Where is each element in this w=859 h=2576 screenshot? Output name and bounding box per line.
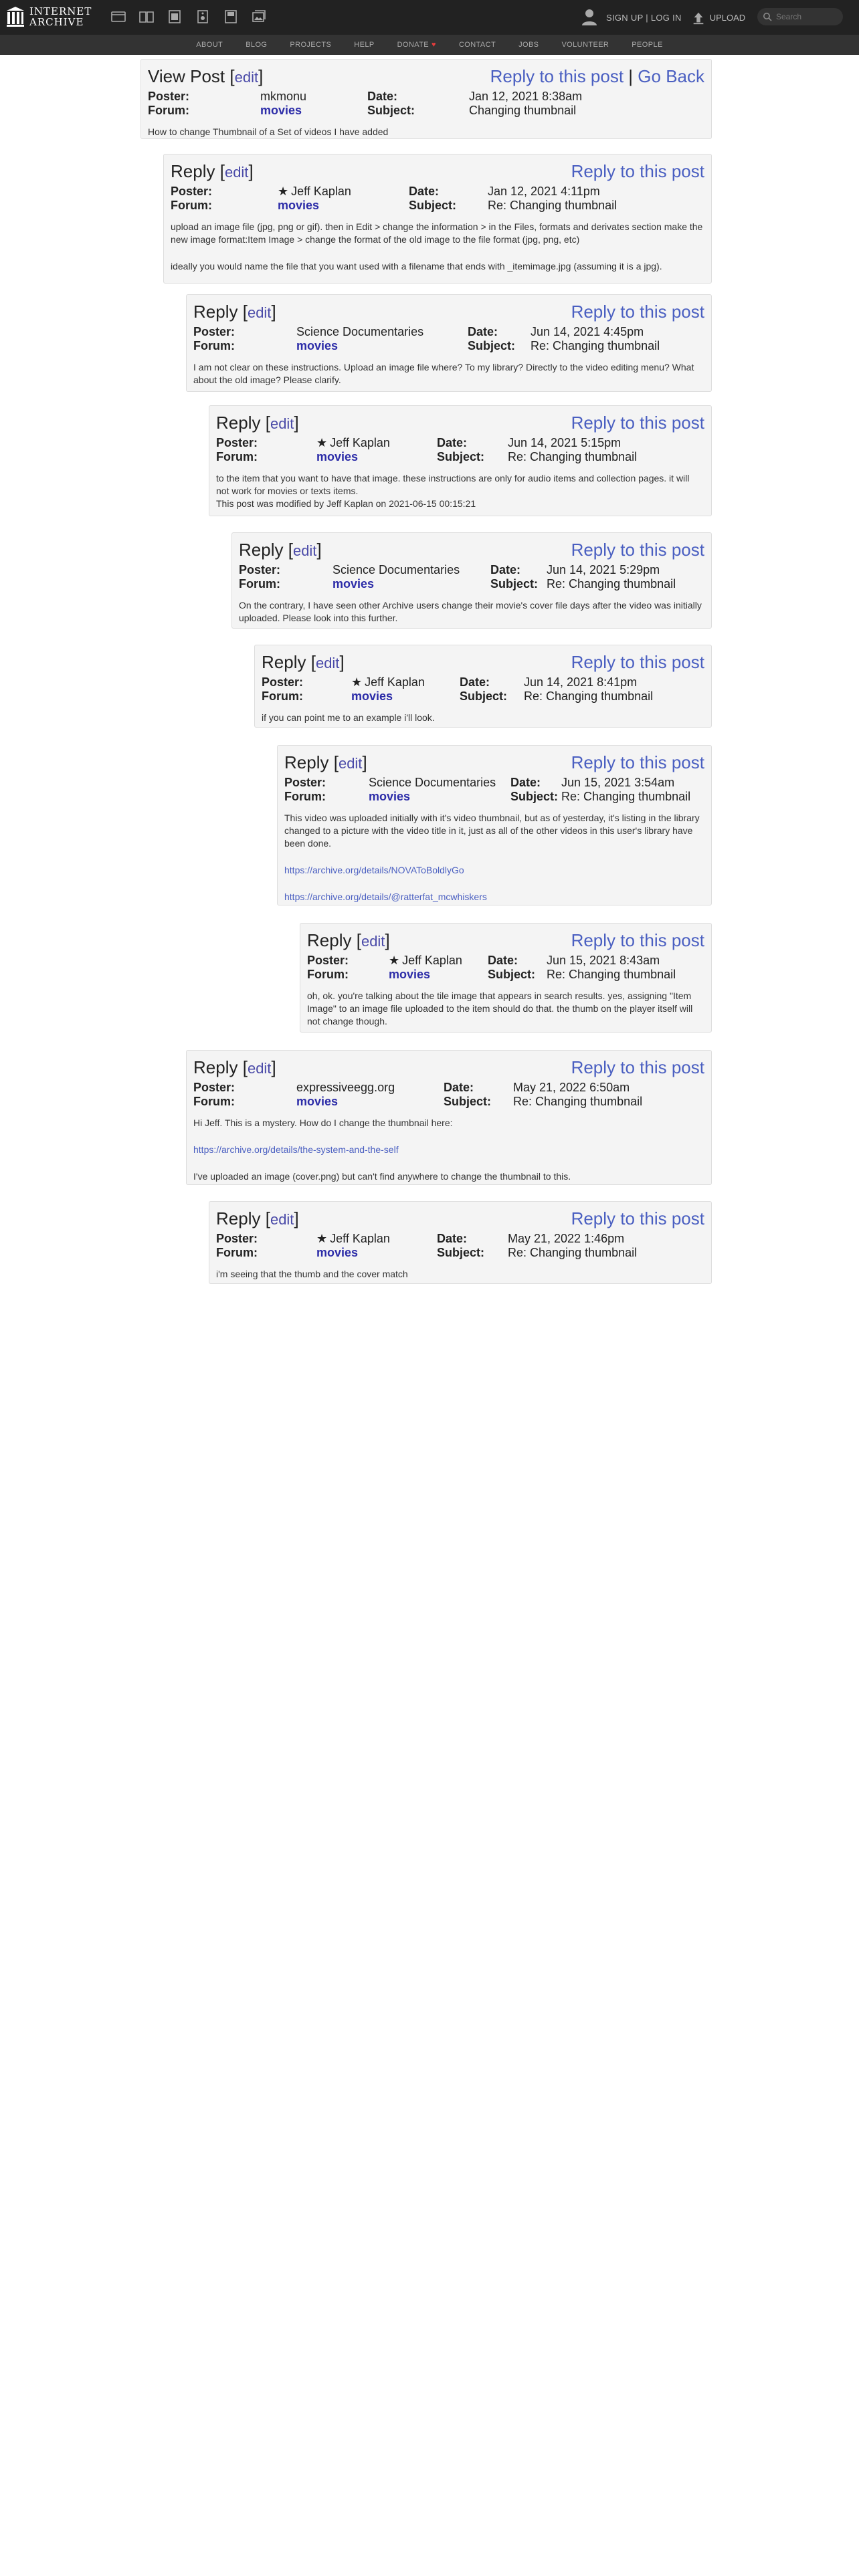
edit-link[interactable]: edit	[315, 655, 340, 671]
reply-heading: Reply	[193, 1057, 238, 1077]
archive-link[interactable]: https://archive.org/details/the-system-and-the-self	[193, 1144, 399, 1155]
post-subject: Re: Changing thumbnail	[531, 339, 660, 352]
post-subject: Re: Changing thumbnail	[547, 577, 676, 591]
post-date: Jun 14, 2021 4:45pm	[531, 325, 644, 338]
upload-icon	[691, 11, 706, 25]
date-label: Date:	[409, 185, 440, 198]
internet-archive-logo[interactable]	[7, 6, 92, 27]
edit-link[interactable]: edit	[292, 542, 317, 559]
poster-label: Poster:	[216, 436, 258, 449]
edit-link[interactable]: edit	[338, 755, 363, 772]
reply-to-post-link[interactable]: Reply to this post	[571, 1057, 704, 1077]
post-body	[307, 990, 704, 1028]
subject-label: Subject:	[437, 450, 485, 463]
nav-donate-label: DONATE	[397, 41, 429, 49]
post-body	[216, 472, 704, 510]
heart-icon: ♥	[432, 41, 436, 49]
web-icon[interactable]	[110, 8, 127, 25]
post-subject: Re: Changing thumbnail	[513, 1095, 643, 1108]
star-icon: ★	[316, 436, 328, 449]
poster-label: Poster:	[262, 675, 304, 689]
nav-help[interactable]: HELP	[354, 41, 375, 49]
go-back-link[interactable]: Go Back	[638, 66, 704, 86]
post-paragraph: How to change Thumbnail of a Set of videos I have added	[148, 126, 389, 137]
nav-projects[interactable]: PROJECTS	[290, 41, 332, 49]
date-label: Date:	[468, 325, 498, 338]
secondary-nav	[0, 35, 859, 55]
post-date: Jun 14, 2021 5:29pm	[547, 563, 660, 576]
edit-link[interactable]: edit	[270, 415, 294, 432]
forum-label: Forum:	[239, 577, 280, 591]
post-subject: Re: Changing thumbnail	[508, 1246, 638, 1259]
reply-heading: Reply	[216, 413, 261, 433]
forum-label: Forum:	[193, 339, 235, 352]
nav-jobs[interactable]: JOBS	[518, 41, 539, 49]
forum-label: Forum:	[284, 790, 326, 803]
post-body	[284, 812, 704, 903]
forum-reply: Reply [edit] Reply to this post Poster: ★ Jeff Kaplan Date: Jun 14, 2021 8:41pm Forum: movies Subject: Re: Changing thumbnail if you can point me to an example i'll look.	[254, 645, 712, 728]
poster-label: Poster:	[284, 776, 326, 789]
reply-heading: Reply	[262, 652, 306, 672]
reply-to-post-link[interactable]: Reply to this post	[490, 66, 624, 86]
post-date: Jun 15, 2021 8:43am	[547, 954, 660, 967]
subject-label: Subject:	[437, 1246, 485, 1259]
nav-contact[interactable]: CONTACT	[458, 41, 496, 49]
post-paragraph: oh, ok. you're talking about the tile image that appears in search results. yes, assigning "Item Image" to an image file uploaded to the item should do that. the thumb on the player itself will not change though.	[307, 990, 693, 1027]
post-date: Jun 14, 2021 8:41pm	[524, 675, 638, 689]
post-body	[239, 599, 704, 625]
forum-link[interactable]: movies	[389, 968, 431, 981]
forum-reply: Reply [edit] Reply to this post Poster: Science Documentaries Date: Jun 14, 2021 5:29pm Forum: movies Subject: Re: Changing thumbnail On the contrary, I have seen other Archive users change their movie's cover file days after the video was initially uploaded. Please look into this further.	[231, 532, 712, 629]
reply-heading: Reply	[307, 930, 352, 950]
nav-blog[interactable]: BLOG	[246, 41, 268, 49]
forum-reply: Reply [edit] Reply to this post Poster: Science Documentaries Date: Jun 15, 2021 3:54am Forum: movies Subject: Re: Changing thumbnail This video was uploaded initially with it's video thumbnail, but as of yesterday, it's listing in the library changed to a picture with the video title in it, just as all of the other videos in this user's library have been done. https://archive.org/details/NOVAToBoldlyGo https://archive.org/details/@ratterfat_mcwhiskers	[277, 745, 712, 905]
post-date: Jun 14, 2021 5:15pm	[508, 436, 622, 449]
post-body	[148, 126, 704, 138]
logo-line-1: INTERNET	[29, 5, 92, 17]
forum-link[interactable]: movies	[296, 339, 339, 352]
archive-building-icon	[7, 7, 24, 27]
search-box[interactable]	[757, 8, 843, 25]
forum-label: Forum:	[148, 104, 189, 117]
poster-name[interactable]: Science Documentaries	[332, 563, 460, 576]
forum-link[interactable]: movies	[332, 577, 375, 591]
images-icon[interactable]	[250, 8, 268, 25]
software-icon[interactable]	[222, 8, 240, 25]
poster-label: Poster:	[307, 954, 349, 967]
reply-to-post-link[interactable]: Reply to this post	[571, 540, 704, 560]
post-paragraph: if you can point me to an example i'll look.	[262, 712, 435, 723]
post-modified-note: This post was modified by Jeff Kaplan on 2021-06-15 00:15:21	[216, 498, 476, 509]
reply-heading: Reply	[193, 302, 238, 322]
post-paragraph: Hi Jeff. This is a mystery. How do I change the thumbnail here:	[193, 1117, 453, 1128]
user-area	[579, 7, 745, 29]
date-label: Date:	[437, 1232, 468, 1245]
date-label: Date:	[367, 90, 398, 103]
edit-link[interactable]: edit	[247, 304, 272, 321]
signin-link[interactable]: SIGN UP | LOG IN	[606, 13, 682, 23]
post-subject: Re: Changing thumbnail	[524, 689, 654, 703]
forum-reply: Reply [edit] Reply to this post Poster: ★ Jeff Kaplan Date: Jun 15, 2021 8:43am Forum: movies Subject: Re: Changing thumbnail oh, ok. you're talking about the tile image that appears in search results. yes, assigning "Item Image" to an image file uploaded to the item should do that. the thumb on the player itself will not change though.	[300, 923, 712, 1033]
post-subject: Re: Changing thumbnail	[508, 450, 638, 463]
forum-link[interactable]: movies	[369, 790, 411, 803]
texts-icon[interactable]	[138, 8, 155, 25]
nav-about[interactable]: ABOUT	[196, 41, 223, 49]
star-icon: ★	[316, 1232, 328, 1245]
forum-link[interactable]: movies	[296, 1095, 339, 1108]
forum-link[interactable]: movies	[260, 104, 302, 117]
forum-link[interactable]: movies	[316, 1246, 359, 1259]
user-icon[interactable]	[579, 7, 599, 29]
post-subject: Changing thumbnail	[469, 104, 577, 117]
video-icon[interactable]	[166, 8, 183, 25]
post-date: Jun 15, 2021 3:54am	[561, 776, 675, 789]
search-input[interactable]	[776, 12, 840, 21]
reply-to-post-link[interactable]: Reply to this post	[571, 1208, 704, 1228]
logo-line-2: ARCHIVE	[29, 16, 84, 28]
top-navbar	[0, 0, 859, 35]
edit-link[interactable]: edit	[247, 1060, 272, 1077]
forum-label: Forum:	[216, 450, 258, 463]
date-label: Date:	[488, 954, 518, 967]
subject-label: Subject:	[460, 689, 508, 703]
poster-label: Poster:	[148, 90, 190, 103]
forum-reply: Reply [edit] Reply to this post Poster: ★ Jeff Kaplan Date: Jun 14, 2021 5:15pm Forum: movies Subject: Re: Changing thumbnail to the item that you want to have that image. these instructions are only for audio items and collection pages. it will not work for movies or texts items. This post was modified by Jeff Kaplan on 2021-06-15 00:15:21	[209, 405, 712, 516]
subject-label: Subject:	[488, 968, 536, 981]
poster-name[interactable]: Jeff Kaplan	[365, 675, 425, 689]
post-title: View Post [edit]	[148, 66, 264, 86]
forum-link[interactable]: movies	[351, 689, 393, 703]
post-date: May 21, 2022 6:50am	[513, 1081, 630, 1094]
date-label: Date:	[444, 1081, 474, 1094]
poster-name[interactable]: Science Documentaries	[296, 325, 424, 338]
forum-label: Forum:	[307, 968, 349, 981]
nav-people[interactable]: PEOPLE	[632, 41, 663, 49]
reply-to-post-link[interactable]: Reply to this post	[571, 930, 704, 950]
star-icon: ★	[278, 185, 289, 198]
media-type-nav	[110, 8, 268, 25]
subject-label: Subject:	[468, 339, 516, 352]
post-body	[171, 221, 704, 273]
reply-to-post-link[interactable]: Reply to this post	[571, 652, 704, 672]
reply-heading: Reply	[216, 1208, 261, 1228]
poster-label: Poster:	[193, 1081, 235, 1094]
poster-name[interactable]: Jeff Kaplan	[291, 185, 351, 198]
post-body	[262, 712, 704, 724]
reply-heading: Reply	[239, 540, 284, 560]
post-paragraph: This video was uploaded initially with it's video thumbnail, but as of yesterday, it's listing in the library changed to a picture with the video title in it, just as all of the other videos in this user's library have been done.	[284, 813, 700, 849]
poster-name[interactable]: Jeff Kaplan	[402, 954, 462, 967]
nav-volunteer[interactable]: VOLUNTEER	[561, 41, 609, 49]
post-body	[216, 1268, 704, 1281]
post-paragraph: to the item that you want to have that image. these instructions are only for audio items and collection pages. it will not work for movies or texts items.	[216, 473, 690, 496]
reply-to-post-link[interactable]: Reply to this post	[571, 161, 704, 181]
forum-link[interactable]: movies	[316, 450, 359, 463]
star-icon: ★	[351, 675, 363, 689]
edit-link[interactable]: edit	[270, 1211, 294, 1228]
post-subject: Re: Changing thumbnail	[561, 790, 691, 803]
date-label: Date:	[510, 776, 541, 789]
date-label: Date:	[460, 675, 490, 689]
post-date: Jan 12, 2021 4:11pm	[488, 185, 600, 198]
poster-name[interactable]: Science Documentaries	[369, 776, 496, 789]
subject-label: Subject:	[444, 1095, 492, 1108]
archive-link[interactable]: https://archive.org/details/NOVAToBoldlyGo	[284, 865, 464, 875]
reply-to-post-link[interactable]: Reply to this post	[571, 302, 704, 322]
forum-reply: Reply [edit] Reply to this post Poster: ★ Jeff Kaplan Date: Jan 12, 2021 4:11pm Forum: movies Subject: Re: Changing thumbnail upload an image file (jpg, png or gif). then in Edit > change the information > in the Files, formats and derivates section make the new image format:Item Image > change the format of the old image to the file format (jpg, png, etc) ideally you would name the file that you want used with a filename that ends with _itemimage.jpg (assuming it is a jpg).	[163, 154, 712, 284]
edit-link[interactable]: edit	[234, 69, 259, 86]
date-label: Date:	[437, 436, 468, 449]
reply-to-post-link[interactable]: Reply to this post	[571, 413, 704, 433]
star-icon: ★	[389, 954, 400, 967]
post-paragraph: I've uploaded an image (cover.png) but can't find anywhere to change the thumbnail to this.	[193, 1171, 571, 1182]
post-date: Jan 12, 2021 8:38am	[469, 90, 583, 103]
subject-label: Subject:	[367, 104, 415, 117]
forum-link[interactable]: movies	[278, 199, 320, 212]
forum-label: Forum:	[216, 1246, 258, 1259]
post-body	[193, 1117, 704, 1183]
poster-name[interactable]: Jeff Kaplan	[330, 436, 390, 449]
poster-label: Poster:	[171, 185, 213, 198]
post-subject: Re: Changing thumbnail	[488, 199, 617, 212]
forum-reply: Reply [edit] Reply to this post Poster: ★ Jeff Kaplan Date: May 21, 2022 1:46pm Forum: movies Subject: Re: Changing thumbnail i'm seeing that the thumb and the cover match	[209, 1201, 712, 1284]
post-paragraph: ideally you would name the file that you want used with a filename that ends with _itemimage.jpg (assuming it is a jpg).	[171, 261, 662, 272]
poster-name[interactable]: expressiveegg.org	[296, 1081, 395, 1094]
subject-label: Subject:	[409, 199, 457, 212]
post-paragraph: upload an image file (jpg, png or gif). then in Edit > change the information > in the Files, formats and derivates section make the new image format:Item Image > change the format of the old image to the file format (jpg, png, etc)	[171, 221, 703, 245]
reply-heading: Reply	[171, 161, 215, 181]
poster-label: Poster:	[216, 1232, 258, 1245]
subject-label: Subject:	[490, 577, 539, 591]
forum-label: Forum:	[262, 689, 303, 703]
reply-to-post-link[interactable]: Reply to this post	[571, 752, 704, 772]
search-icon	[763, 12, 772, 21]
upload-button[interactable]	[691, 11, 745, 25]
edit-link[interactable]: edit	[361, 933, 385, 950]
date-label: Date:	[490, 563, 521, 576]
poster-label: Poster:	[239, 563, 281, 576]
post-paragraph: i'm seeing that the thumb and the cover match	[216, 1269, 408, 1279]
poster-label: Poster:	[193, 325, 235, 338]
subject-label: Subject:	[510, 790, 559, 803]
view-post-heading: View Post	[148, 66, 225, 86]
reply-heading: Reply	[284, 752, 329, 772]
forum-reply: Reply [edit] Reply to this post Poster: expressiveegg.org Date: May 21, 2022 6:50am Forum: movies Subject: Re: Changing thumbnail Hi Jeff. This is a mystery. How do I change the thumbnail here: https://archive.org/details/the-system-and-the-self I've uploaded an image (cover.png) but can't find anywhere to change the thumbnail to this.	[186, 1050, 712, 1185]
forum-reply: Reply [edit] Reply to this post Poster: Science Documentaries Date: Jun 14, 2021 4:45pm Forum: movies Subject: Re: Changing thumbnail I am not clear on these instructions. Upload an image file where? To my library? Directly to the video editing menu? What about the old image? Please clarify.	[186, 294, 712, 392]
nav-donate[interactable]	[397, 41, 436, 49]
poster-name[interactable]: Jeff Kaplan	[330, 1232, 390, 1245]
post-subject: Re: Changing thumbnail	[547, 968, 676, 981]
archive-link[interactable]: https://archive.org/details/@ratterfat_mcwhiskers	[284, 891, 487, 902]
post-paragraph: I am not clear on these instructions. Upload an image file where? To my library? Directly to the video editing menu? What about the old image? Please clarify.	[193, 362, 694, 385]
forum-post-original: View Post [edit] Reply to this post | Go Back Poster: mkmonu Date: Jan 12, 2021 8:38am Forum: movies Subject: Changing thumbnail How to change Thumbnail of a Set of videos I have added	[140, 59, 712, 139]
audio-icon[interactable]	[194, 8, 211, 25]
poster-name[interactable]: mkmonu	[260, 90, 307, 103]
forum-label: Forum:	[171, 199, 212, 212]
forum-label: Forum:	[193, 1095, 235, 1108]
post-body	[193, 361, 704, 387]
post-date: May 21, 2022 1:46pm	[508, 1232, 625, 1245]
upload-label: UPLOAD	[709, 13, 746, 23]
edit-link[interactable]: edit	[224, 164, 249, 181]
post-paragraph: On the contrary, I have seen other Archive users change their movie's cover file days after the video was initially uploaded. Please look into this further.	[239, 600, 702, 623]
